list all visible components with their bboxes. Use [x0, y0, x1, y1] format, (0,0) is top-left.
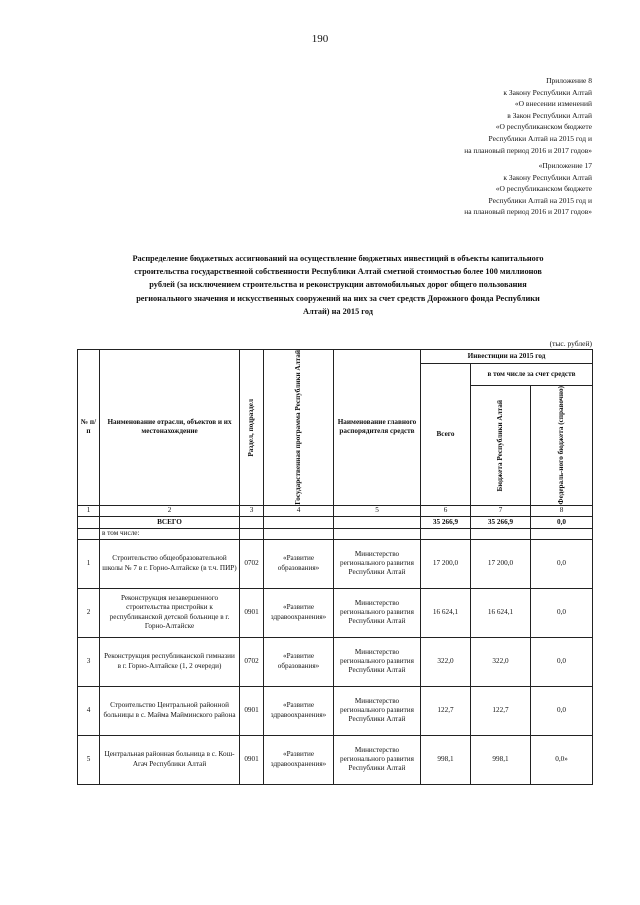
row-federal: 0,0 — [531, 686, 593, 735]
col-number: 2 — [100, 505, 240, 516]
row-section: 0702 — [240, 637, 264, 686]
col-number: 3 — [240, 505, 264, 516]
title-line: Алтай) на 2015 год — [303, 306, 373, 316]
total-sum: 35 266,9 — [421, 516, 471, 528]
row-section: 0901 — [240, 686, 264, 735]
including-empty — [421, 528, 471, 539]
total-empty — [334, 516, 421, 528]
row-num: 1 — [78, 539, 100, 588]
table-row — [78, 539, 593, 588]
total-empty — [240, 516, 264, 528]
title-line: Распределение бюджетных ассигнований на осуществление бюджетных инвестиций в объекты капитального — [132, 254, 544, 263]
row-section: 0901 — [240, 588, 264, 637]
page-number: 190 — [311, 33, 329, 45]
header-name: Наименование отрасли, объектов и их местонахождение — [100, 350, 240, 506]
header-federal-text: Федераль-ного бюджета (справочно) — [557, 386, 566, 505]
col-number: 7 — [471, 505, 531, 516]
header-federal — [531, 386, 593, 506]
col-number: 1 — [78, 505, 100, 516]
row-manager: Министерство регионального развития Республики Алтай — [334, 637, 421, 686]
header-investments: Инвестиции на 2015 год — [421, 350, 593, 364]
row-total: 322,0 — [421, 637, 471, 686]
col-number: 4 — [264, 505, 334, 516]
appendix-line: на плановый период 2016 и 2017 годов» — [464, 145, 592, 155]
row-budget-ra: 998,1 — [471, 735, 531, 784]
appendix-line: «О республиканском бюджете — [495, 184, 592, 194]
row-program: «Развитие образования» — [264, 539, 334, 588]
row-section: 0702 — [240, 539, 264, 588]
appendix-line: к Закону Республики Алтай — [503, 172, 592, 182]
row-manager: Министерство регионального развития Республики Алтай — [334, 588, 421, 637]
appendix-line: «О республиканском бюджете — [495, 122, 592, 132]
row-budget-ra: 17 200,0 — [471, 539, 531, 588]
col-number: 6 — [421, 505, 471, 516]
row-federal: 0,0» — [531, 735, 593, 784]
row-program: «Развитие образования» — [264, 637, 334, 686]
total-empty — [78, 516, 100, 528]
including-row — [78, 528, 593, 539]
row-total: 17 200,0 — [421, 539, 471, 588]
row-program: «Развитие здравоохранения» — [264, 588, 334, 637]
appendix-line: «О внесении изменений — [514, 99, 592, 109]
row-manager: Министерство регионального развития Республики Алтай — [334, 735, 421, 784]
col-number: 5 — [334, 505, 421, 516]
appendix-line: на плановый период 2016 и 2017 годов» — [464, 207, 592, 217]
including-empty — [78, 528, 100, 539]
header-manager: Наименование главного распорядителя средств — [334, 350, 421, 506]
row-name: Реконструкция республиканской гимназии в г. Горно-Алтайске (1, 2 очереди) — [100, 637, 240, 686]
including-empty — [471, 528, 531, 539]
row-name: Строительство общеобразовательной школы № 7 в г. Горно-Алтайске (в т.ч. ПИР) — [100, 539, 240, 588]
total-row — [78, 516, 593, 528]
appendix-8-reference — [292, 75, 592, 156]
including-empty — [334, 528, 421, 539]
appendix-line: Республики Алтай на 2015 год и — [488, 133, 592, 143]
including-empty — [240, 528, 264, 539]
appendix-line: Республики Алтай на 2015 год и — [488, 195, 592, 205]
row-name: Строительство Центральной районной больницы в с. Майма Майминского района — [100, 686, 240, 735]
including-empty — [264, 528, 334, 539]
total-empty — [264, 516, 334, 528]
row-section: 0901 — [240, 735, 264, 784]
row-budget-ra: 16 624,1 — [471, 588, 531, 637]
row-program: «Развитие здравоохранения» — [264, 735, 334, 784]
row-budget-ra: 122,7 — [471, 686, 531, 735]
document-title — [78, 252, 598, 318]
including-empty — [531, 528, 593, 539]
units-note: (тыс. рублей) — [549, 339, 592, 348]
column-numbers-row — [78, 505, 593, 516]
row-program: «Развитие здравоохранения» — [264, 686, 334, 735]
col-number: 8 — [531, 505, 593, 516]
header-budget-ra — [471, 386, 531, 506]
row-manager: Министерство регионального развития Республики Алтай — [334, 686, 421, 735]
header-num: № п/п — [78, 350, 100, 506]
title-line: регионального значения и искусственных сооружений на них за счет средств Дорожного фонда Республики — [136, 293, 540, 303]
header-incl: в том числе за счет средств — [471, 364, 593, 386]
appendix-line: в Закон Республики Алтай — [507, 110, 592, 120]
table-row — [78, 637, 593, 686]
title-line: строительства государственной собственности Республики Алтай сметной стоимостью более 100 миллионов — [134, 267, 542, 277]
appendix-line: «Приложение 17 — [538, 161, 592, 170]
header-section — [240, 350, 264, 506]
investment-table — [77, 349, 593, 785]
row-federal: 0,0 — [531, 637, 593, 686]
header-budget-ra-text: Бюджета Республики Алтай — [496, 399, 505, 492]
appendix-17-reference — [292, 160, 592, 218]
row-num: 4 — [78, 686, 100, 735]
row-name: Центральная районная больница в с. Кош-Агач Республики Алтай — [100, 735, 240, 784]
appendix-line: к Закону Республики Алтай — [503, 87, 592, 97]
row-total: 998,1 — [421, 735, 471, 784]
header-program-text: Государственная программа Республики Алтай — [294, 350, 303, 505]
row-federal: 0,0 — [531, 539, 593, 588]
table-row — [78, 686, 593, 735]
row-total: 16 624,1 — [421, 588, 471, 637]
total-federal: 0,0 — [531, 516, 593, 528]
row-name: Реконструкция незавершенного строительства пристройки к республиканской детской больнице в г. Горно-Алтайске — [100, 588, 240, 637]
table-row — [78, 588, 593, 637]
title-line: рублей (за исключением строительства и реконструкции автомобильных дорог общего пользования — [149, 280, 527, 290]
row-manager: Министерство регионального развития Республики Алтай — [334, 539, 421, 588]
row-num: 2 — [78, 588, 100, 637]
row-num: 3 — [78, 637, 100, 686]
header-program — [264, 350, 334, 506]
appendix-line: Приложение 8 — [546, 76, 592, 85]
row-total: 122,7 — [421, 686, 471, 735]
table-row — [78, 735, 593, 784]
header-section-text: Раздел, подраздел — [247, 398, 256, 457]
row-federal: 0,0 — [531, 588, 593, 637]
including-label: в том числе: — [100, 528, 240, 539]
row-num: 5 — [78, 735, 100, 784]
total-label: ВСЕГО — [100, 516, 240, 528]
row-budget-ra: 322,0 — [471, 637, 531, 686]
header-total: Всего — [421, 364, 471, 506]
total-budget-ra: 35 266,9 — [471, 516, 531, 528]
